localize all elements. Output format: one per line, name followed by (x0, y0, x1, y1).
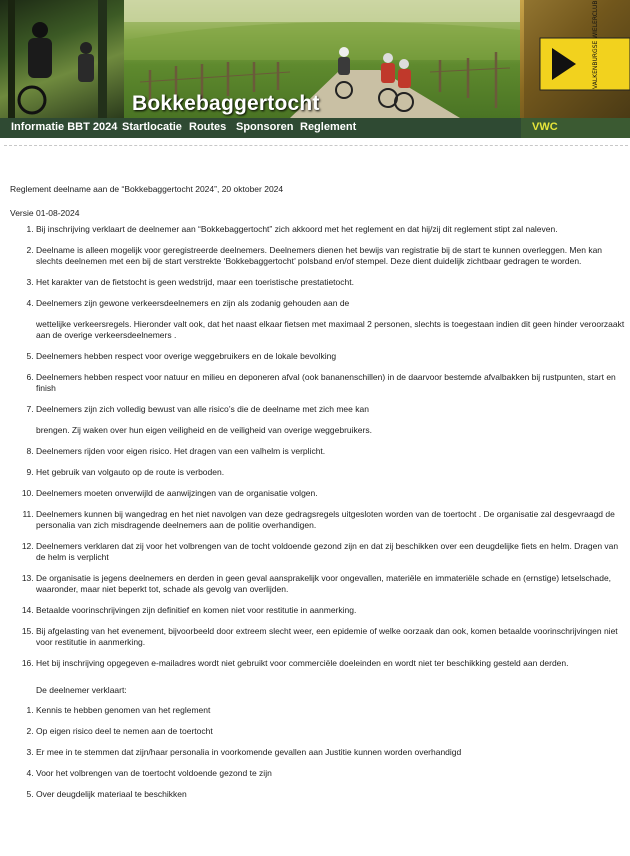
list-item (36, 446, 626, 457)
rider-body (338, 57, 350, 75)
list-item (36, 277, 626, 288)
rider-helmet (80, 42, 92, 54)
declaration-text: Over deugdelijk materiaal te beschikken (36, 789, 187, 799)
rider-helmet (339, 47, 349, 57)
list-item (36, 705, 626, 716)
list-item (36, 605, 626, 616)
list-item (36, 789, 626, 800)
list-item (36, 509, 626, 531)
declaration-text: Kennis te hebben genomen van het reglement (36, 705, 211, 715)
main-content (10, 184, 626, 810)
rules-list (10, 224, 626, 669)
tree-trunk (8, 0, 15, 118)
rule-text: Deelnemers moeten onverwijld de aanwijzingen van de organisatie volgen. (36, 488, 318, 498)
list-item (36, 404, 626, 436)
list-item (36, 626, 626, 648)
rider-helmet (399, 59, 409, 69)
list-item (36, 298, 626, 341)
rule-text: Bij afgelasting van het evenement, bijvoorbeeld door extreem slecht weer, een epidemie of welke oorzaak dan ook, komen betaalde voorinschrijvingen niet voor restitutie in aanmerking. (36, 626, 618, 647)
list-item (36, 467, 626, 478)
declarations-list (10, 705, 626, 800)
rule-text: Deelnemers hebben respect voor natuur en milieu en deponeren afval (ook bananenschillen) in de daarvoor bestemde afvalbakken bij rustpunten, start en finish (36, 372, 616, 393)
rider-body (78, 54, 94, 82)
rule-continuation: wettelijke verkeersregels. Hieronder valt ook, dat het naast elkaar fietsen met maximaal 2 personen, slechts is toegestaan indien dit geen hinder veroorzaakt aan de overige verkeersdeelnemers . (36, 319, 625, 340)
list-item (36, 768, 626, 779)
nav-item-vwc[interactable]: VWC (532, 121, 558, 133)
rule-text: Het bij inschrijving opgegeven e-mailadres wordt niet gebruikt voor commerciële doeleinden en wordt niet ter beschikking gesteld aan derden. (36, 658, 569, 668)
declaration-text: Op eigen risico deel te nemen aan de toertocht (36, 726, 213, 736)
list-item (36, 658, 626, 669)
header-banner (0, 0, 630, 118)
rule-text: Bij inschrijving verklaart de deelnemer aan “Bokkebaggertocht” zich akkoord met het reglement en dat hij/zij dit reglement stipt zal naleven. (36, 224, 558, 234)
rule-text: Deelnemers zijn zich volledig bewust van alle risico’s die de deelname met zich mee kan (36, 404, 369, 414)
hill (124, 22, 520, 60)
rule-text: Deelnemers hebben respect voor overige weggebruikers en de lokale bevolking (36, 351, 337, 361)
list-item (36, 573, 626, 595)
declaration-text: Voor het volbrengen van de toertocht voldoende gezond te zijn (36, 768, 272, 778)
rule-text: Deelnemers rijden voor eigen risico. Het dragen van een valhelm is verplicht. (36, 446, 326, 456)
list-item (36, 726, 626, 737)
list-item (36, 245, 626, 267)
list-item (36, 541, 626, 563)
rule-text: Het karakter van de fietstocht is geen wedstrijd, maar een toeristische prestatietocht. (36, 277, 354, 287)
rule-text: Deelname is alleen mogelijk voor geregistreerde deelnemers. Deelnemers dienen het bewijs van registratie bij de start te kunnen overleggen. Men kan slechts deelnemen met een bij de start verstrekte ‘Bokkebaggertocht’ polsband en/of stempel. Deze dient duidelijk zichtbaar gedragen te worden. (36, 245, 603, 266)
nav-item-startlocatie[interactable]: Startlocatie (122, 121, 182, 133)
nav-item-routes[interactable]: Routes (189, 121, 227, 133)
rule-text: Het gebruik van volgauto op de route is verboden. (36, 467, 225, 477)
rule-text: Deelnemers verklaren dat zij voor het volbrengen van de tocht voldoende gezond zijn en dat zij beschikken over een deugdelijke fiets en helm. Dragen van de helm is verplicht (36, 541, 619, 562)
rider-body (398, 69, 411, 88)
divider (4, 145, 628, 146)
list-item (36, 351, 626, 362)
rule-text: Deelnemers kunnen bij wangedrag en het niet navolgen van deze gedragsregels uitgesloten worden van de toertocht . De organisatie zal desgevraagd de personalia van zich misdragende deelnemers aan de politie overhandigen. (36, 509, 615, 530)
rule-text: Deelnemers zijn gewone verkeersdeelnemers en zijn als zodanig gehouden aan de (36, 298, 350, 308)
tree-trunk (98, 0, 107, 118)
list-item (36, 224, 626, 235)
rule-text: Betaalde voorinschrijvingen zijn definitief en komen niet voor restitutie in aanmerking. (36, 605, 357, 615)
intro-text: Reglement deelname aan de “Bokkebaggertocht 2024”, 20 oktober 2024 (10, 184, 284, 194)
declare-heading: De deelnemer verklaart: (36, 685, 127, 695)
bike-wheel (19, 87, 45, 113)
version-text: Versie 01-08-2024 (10, 208, 80, 218)
declaration-text: Er mee in te stemmen dat zijn/haar personalia in voorkomende gevallen aan Justitie kunnen worden overhandigd (36, 747, 462, 757)
site-title: Bokkebaggertocht (132, 92, 320, 115)
nav-bar (0, 118, 630, 138)
rider-body (381, 63, 395, 83)
rider-helmet (383, 53, 393, 63)
list-item (36, 488, 626, 499)
nav-item-reglement[interactable]: Reglement (300, 121, 357, 133)
sign-text: VALKENBURGSE WIELERCLUB (592, 0, 599, 89)
list-item (36, 747, 626, 758)
sky (124, 0, 520, 22)
rule-text: De organisatie is jegens deelnemers en derden in geen geval aansprakelijk voor ongevallen, materiële en immateriële schade en (ernstige) letselschade, waaronder, maar niet beperkt tot, schade als gevolg van overlijden. (36, 573, 612, 594)
rider-helmet (32, 22, 48, 38)
rider-body (28, 38, 52, 78)
nav-item-informatie[interactable]: Informatie BBT 2024 (11, 121, 118, 133)
list-item (36, 372, 626, 394)
nav-item-sponsoren[interactable]: Sponsoren (236, 121, 294, 133)
rule-continuation: brengen. Zij waken over hun eigen veiligheid en de veiligheid van overige weggebruikers. (36, 425, 372, 435)
